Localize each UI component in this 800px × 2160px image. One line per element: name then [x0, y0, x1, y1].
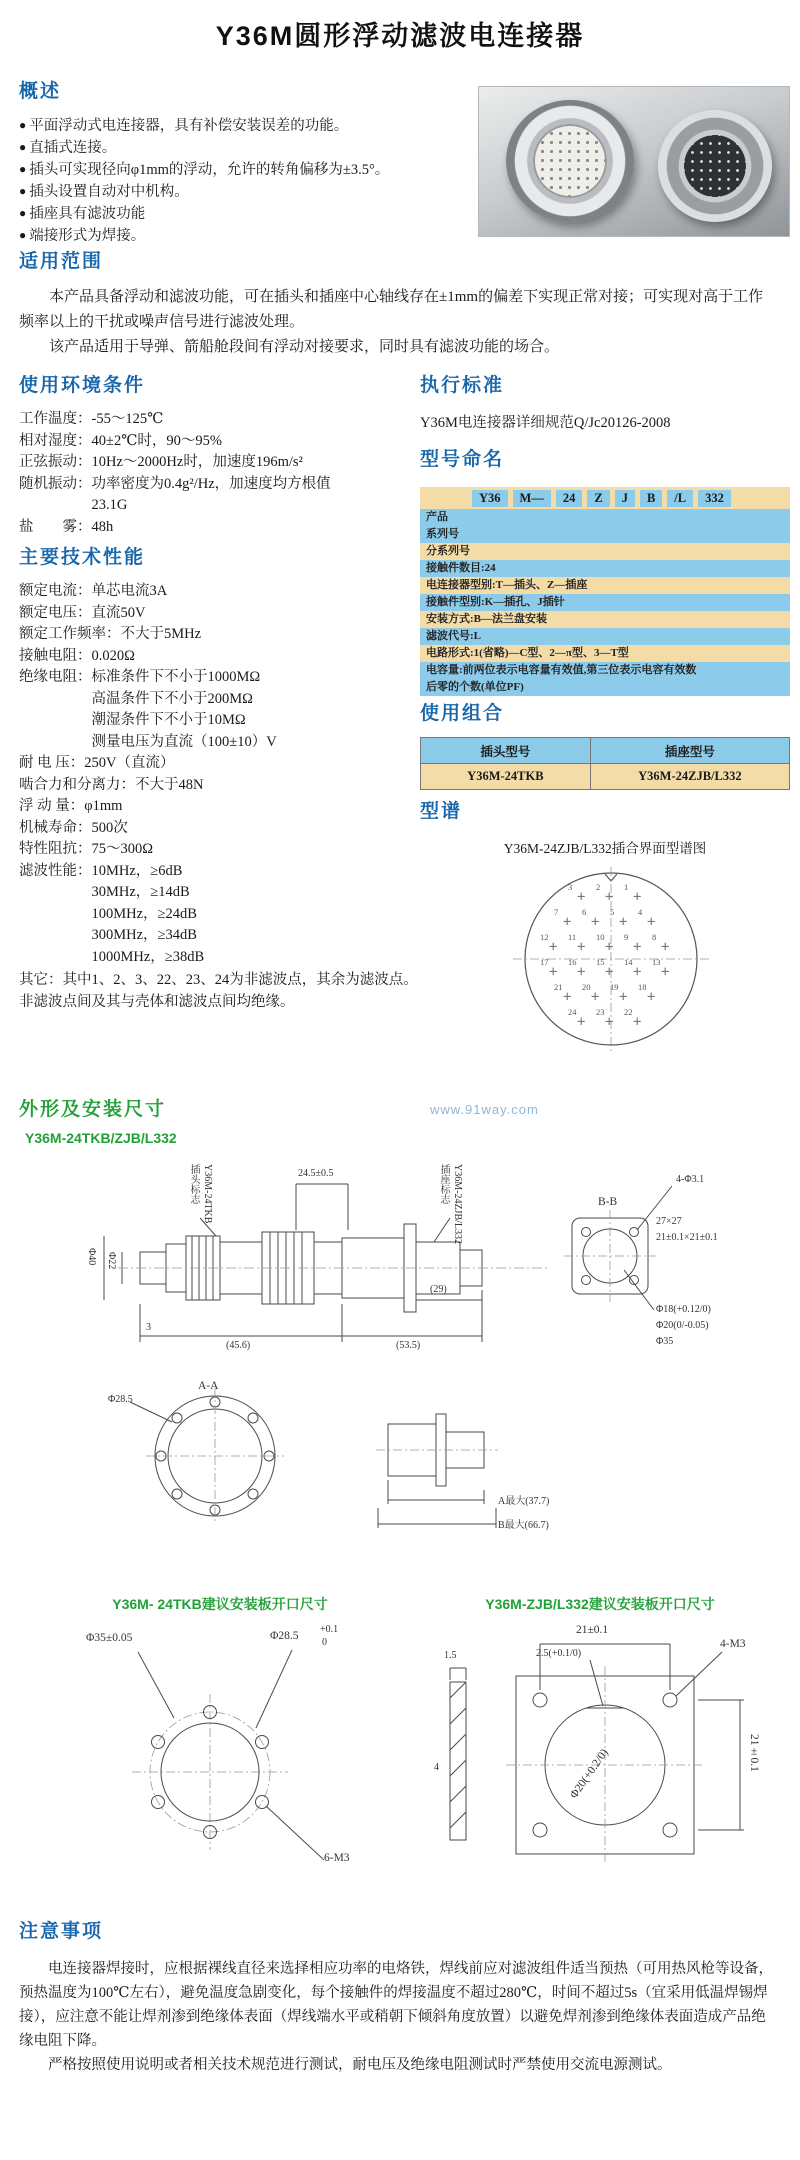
dimension-label: Y36M-24ZJB/L332: [452, 1164, 463, 1244]
environment-list: [19, 409, 331, 538]
usage-header-socket: 插座型号: [590, 738, 789, 764]
pin-cross-icon: +: [605, 964, 614, 980]
usage-header-plug: 插头型号: [421, 738, 591, 764]
spectrum-caption: Y36M-24ZJB/L332插合界面型谱图: [503, 841, 707, 856]
overview-bullet: ● 插头设置自动对中机构。: [19, 181, 389, 203]
pin-marker: [610, 907, 633, 930]
overview-bullet: ● 直插式连接。: [19, 137, 389, 159]
dimension-label: 21±0.1×21±0.1: [656, 1232, 718, 1243]
dimensions-sub-model: Y36M-24TKB/ZJB/L332: [25, 1130, 177, 1146]
pin-cross-icon: +: [647, 914, 656, 930]
dimension-label: 21±0.1: [748, 1734, 760, 1772]
plug-insert-face: [533, 124, 607, 198]
notes-paragraph: 电连接器焊接时，应根据裸线直径来选择相应功率的电烙铁，焊线前应对滤波组件适当预热（可用热风枪等设备，预热温度为100℃左右），避免温度急剧变化，每个接触件的焊接温度不超过280℃，时间不超过5s（宜采用低温焊锡焊接），应注意不能让焊剂渗到绝缘体表面（焊线端水平或稍朝下倾斜角度放置）以避免焊剂渗到绝缘体表面造成产品绝缘电阻下降。: [19, 1961, 773, 2049]
model-row: 分系列号: [420, 543, 790, 560]
pin-cross-icon: +: [563, 989, 572, 1005]
panel-right-drawing: [420, 1624, 780, 1894]
dimensions-heading: 外形及安装尺寸: [19, 1099, 167, 1120]
panel-right-caption: Y36M-ZJB/L332建议安装板开口尺寸: [485, 1596, 715, 1612]
pin-number: 13: [652, 957, 661, 967]
dimension-label: 0: [322, 1637, 327, 1648]
performance-line: 额定电流：单芯电流3A: [19, 583, 168, 599]
pin-cross-icon: +: [563, 914, 572, 930]
dimension-label: 插头标志: [188, 1164, 199, 1204]
performance-line: 特性阻抗：75～300Ω: [19, 841, 154, 857]
section-standard: [420, 370, 671, 432]
performance-heading: 主要技术性能: [19, 547, 146, 568]
socket-connector-image: [658, 110, 772, 222]
pin-marker: [554, 907, 577, 930]
pin-number: 12: [540, 932, 549, 942]
pin-cross-icon: +: [661, 939, 670, 955]
watermark-link[interactable]: www.91way.com: [430, 1102, 539, 1117]
usage-data-row: [421, 764, 790, 790]
performance-line: 接触电阻：0.020Ω: [19, 647, 135, 664]
dimension-label: 27×27: [656, 1216, 682, 1227]
section-notes: [19, 1916, 775, 2077]
pin-marker: [638, 907, 661, 930]
model-row: 滤波代号:L: [420, 628, 790, 645]
pin-marker: [582, 907, 605, 930]
pin-marker: [610, 982, 633, 1005]
pin-cross-icon: +: [619, 989, 628, 1005]
model-code: B: [640, 490, 662, 507]
performance-line: 浮 动 量：φ1mm: [19, 798, 123, 814]
pin-number: 8: [652, 932, 657, 942]
pin-cross-icon: +: [549, 939, 558, 955]
performance-line: 耐 电 压：250V（直流）: [19, 755, 175, 771]
pin-cross-icon: +: [605, 1014, 614, 1030]
model-row: 接触件数目:24: [420, 560, 790, 577]
environment-line: 盐 雾：48h: [19, 518, 114, 535]
environment-line: 正弦振动：10Hz～2000Hz时，加速度196m/s²: [19, 454, 303, 470]
dimension-label: Φ18(+0.12/0): [656, 1304, 711, 1315]
pin-number: 17: [540, 957, 549, 967]
overview-bullet: ● 平面浮动式电连接器，具有补偿安装误差的功能。: [19, 115, 389, 137]
environment-line: 随机振动：功率密度为0.4g²/Hz，加速度均方根值: [19, 475, 331, 492]
dimension-label: A最大(37.7): [498, 1496, 550, 1507]
pin-marker: [652, 957, 675, 980]
usage-heading: 使用组合: [420, 703, 505, 724]
performance-line: 啮合力和分离力：不大于48N: [19, 776, 204, 793]
notes-paragraphs: [19, 1957, 775, 2077]
environment-line: 相对湿度：40±2℃时，90～95%: [19, 432, 223, 449]
performance-line: 潮湿条件下不小于10MΩ: [91, 712, 246, 728]
performance-line: 100MHz，≥24dB: [91, 905, 197, 922]
model-row: 后零的个数(单位PF): [420, 679, 790, 696]
pin-layer: [505, 863, 717, 1055]
dimension-label: 插座标志: [438, 1164, 449, 1204]
notes-paragraph: 严格按照使用说明或者相关技术规范进行测试，耐电压及绝缘电阻测试时严禁使用交流电源测试。: [48, 2057, 672, 2073]
model-row: 接触件型别:K—插孔、J插针: [420, 594, 790, 611]
outline-drawing: [0, 1156, 800, 1556]
pin-marker: [652, 932, 675, 955]
pin-marker: [540, 932, 563, 955]
pin-cross-icon: +: [619, 914, 628, 930]
pin-marker: [638, 982, 661, 1005]
pin-marker: [624, 1007, 647, 1030]
dimension-label: (53.5): [396, 1340, 421, 1351]
model-row: 安装方式:B—法兰盘安装: [420, 611, 790, 628]
pin-number: 6: [582, 907, 587, 917]
performance-line: 300MHz，≥34dB: [91, 927, 197, 943]
pin-number: 16: [568, 957, 577, 967]
pin-marker: [624, 932, 647, 955]
pin-marker: [596, 957, 619, 980]
pin-marker: [568, 1007, 591, 1030]
performance-other-note: 其它：其中1、2、3、22、23、24为非滤波点，其余为滤波点。非滤波点间及其与壳体和滤波点间均绝缘。: [19, 972, 418, 1010]
pin-cross-icon: +: [633, 964, 642, 980]
pin-number: 14: [624, 957, 633, 967]
pin-number: 2: [596, 882, 601, 892]
performance-line: 额定工作频率：不大于5MHz: [19, 626, 202, 642]
model-row: 电连接器型别:T—插头、Z—插座: [420, 577, 790, 594]
dimension-label: 24.5±0.5: [298, 1168, 334, 1179]
pin-number: 10: [596, 932, 605, 942]
scope-heading: 适用范围: [19, 251, 104, 272]
pin-marker: [596, 1007, 619, 1030]
overview-bullet: ● 插座具有滤波功能: [19, 203, 389, 225]
dimension-label: Φ40: [86, 1248, 97, 1266]
notes-heading: 注意事项: [19, 1921, 104, 1942]
dimension-label: B最大(66.7): [498, 1520, 549, 1531]
dimension-label: Φ28.5: [270, 1630, 299, 1642]
pin-number: 24: [568, 1007, 577, 1017]
section-usage: [420, 698, 790, 790]
pin-number: 21: [554, 982, 563, 992]
dimension-label: A-A: [198, 1380, 219, 1392]
page-title: Y36M圆形浮动滤波电连接器: [215, 21, 585, 51]
model-code: 332: [698, 490, 731, 507]
socket-insert-face: [684, 135, 746, 197]
performance-list: [19, 581, 423, 968]
model-code: /L: [667, 490, 693, 507]
drawing-annotation-layer: [0, 1156, 800, 1556]
dimension-label: +0.1: [320, 1624, 339, 1635]
pin-marker: [582, 982, 605, 1005]
model-code: J: [615, 490, 635, 507]
scope-paragraph: 该产品适用于导弹、箭船舱段间有浮动对接要求，同时具有滤波功能的场合。: [49, 339, 560, 355]
standard-text: Y36M电连接器详细规范Q/Jc20126-2008: [420, 415, 671, 431]
usage-cell-plug: Y36M-24TKB: [421, 764, 591, 790]
overview-bullet: ● 端接形式为焊接。: [19, 225, 389, 247]
pin-cross-icon: +: [647, 989, 656, 1005]
dimension-label: 4: [434, 1762, 439, 1773]
environment-line: 工作温度：-55～125℃: [19, 411, 164, 427]
pin-cross-icon: +: [633, 889, 642, 905]
model-naming-table: [420, 487, 790, 696]
product-photo: [478, 86, 790, 237]
pin-number: 4: [638, 907, 643, 917]
section-environment: [19, 370, 331, 538]
pin-marker: [540, 957, 563, 980]
pin-number: 19: [610, 982, 619, 992]
model-code-row: [420, 487, 790, 509]
scope-paragraphs: [19, 285, 775, 360]
pin-marker: [596, 882, 619, 905]
pin-marker: [596, 932, 619, 955]
performance-line: 滤波性能：10MHz，≥6dB: [19, 862, 183, 879]
pin-cross-icon: +: [605, 889, 614, 905]
pin-marker: [568, 882, 591, 905]
pin-cross-icon: +: [591, 914, 600, 930]
plug-connector-image: [506, 100, 634, 222]
overview-bullet: ● 插头可实现径向φ1mm的浮动，允许的转角偏移为±3.5°。: [19, 159, 389, 181]
standard-heading: 执行标准: [420, 375, 505, 396]
dimension-label: 2.5(+0.1/0): [536, 1648, 582, 1659]
model-code: Y36: [472, 490, 508, 507]
pin-cross-icon: +: [661, 964, 670, 980]
pin-marker: [624, 957, 647, 980]
pin-number: 5: [610, 907, 615, 917]
section-overview: [19, 76, 389, 247]
pin-cross-icon: +: [549, 964, 558, 980]
model-row: 电路形式:1(省略)—C型、2—π型、3—T型: [420, 645, 790, 662]
performance-line: 额定电压：直流50V: [19, 604, 146, 621]
panel-right-annotation-layer: [420, 1624, 780, 1894]
pin-cross-icon: +: [591, 989, 600, 1005]
model-row: 产品: [420, 509, 790, 526]
environment-heading: 使用环境条件: [19, 375, 146, 396]
pin-cross-icon: +: [633, 939, 642, 955]
model-code: Z: [587, 490, 609, 507]
panel-left-annotation-layer: [40, 1624, 380, 1894]
dimension-label: Φ35: [656, 1336, 674, 1347]
dimension-label: 1.5: [444, 1650, 457, 1661]
pin-cross-icon: +: [633, 1014, 642, 1030]
model-row: 电容量:前两位表示电容量有效值,第三位表示电容有效数: [420, 662, 790, 679]
dimension-label: Φ35±0.05: [86, 1632, 133, 1644]
section-model-naming: [420, 444, 790, 696]
pin-number: 22: [624, 1007, 633, 1017]
pin-cross-icon: +: [577, 889, 586, 905]
pin-marker: [568, 957, 591, 980]
overview-bullet-list: [19, 115, 389, 247]
performance-line: 30MHz，≥14dB: [91, 884, 190, 900]
pin-cross-icon: +: [577, 939, 586, 955]
dimension-label: 4-Φ3.1: [676, 1174, 705, 1185]
model-naming-heading: 型号命名: [420, 449, 505, 470]
pin-cross-icon: +: [577, 964, 586, 980]
performance-line: 绝缘电阻：标准条件下不小于1000MΩ: [19, 669, 261, 685]
performance-line: 机械寿命：500次: [19, 819, 128, 836]
section-spectrum: [420, 796, 790, 1055]
dimension-label: (29): [430, 1284, 447, 1295]
dimension-label: 4-M3: [720, 1638, 746, 1650]
pin-diagram: [505, 863, 717, 1055]
performance-line: 测量电压为直流（100±10）V: [91, 733, 277, 750]
panel-left-caption: Y36M- 24TKB建议安装板开口尺寸: [112, 1596, 328, 1612]
dimension-label: 3: [146, 1322, 151, 1333]
pin-number: 18: [638, 982, 647, 992]
model-code: M—: [513, 490, 551, 507]
dimension-label: Y36M-24TKB: [202, 1164, 213, 1224]
performance-line: 1000MHz，≥38dB: [91, 948, 205, 965]
model-row-list: [420, 509, 790, 696]
model-code: 24: [556, 490, 583, 507]
dimension-label: 6-M3: [324, 1852, 350, 1864]
dimension-label: Φ28.5: [108, 1394, 133, 1405]
dimension-label: 21±0.1: [576, 1624, 609, 1636]
dimension-label: (45.6): [226, 1340, 251, 1351]
pin-number: 11: [568, 932, 577, 942]
pin-number: 7: [554, 907, 559, 917]
dimension-label: Φ20(+0.2/0): [568, 1747, 611, 1801]
pin-marker: [624, 882, 647, 905]
usage-header-row: [421, 738, 790, 764]
scope-paragraph: 本产品具备浮动和滤波功能，可在插头和插座中心轴线存在±1mm的偏差下实现正常对接；可实现对高于工作频率以上的干扰或噪声信号进行滤波处理。: [19, 289, 764, 330]
pin-cross-icon: +: [605, 939, 614, 955]
pin-number: 15: [596, 957, 605, 967]
pin-number: 9: [624, 932, 629, 942]
dimension-label: B-B: [598, 1196, 618, 1208]
pin-number: 20: [582, 982, 591, 992]
pin-marker: [554, 982, 577, 1005]
model-row: 系列号: [420, 526, 790, 543]
pin-number: 23: [596, 1007, 605, 1017]
spectrum-heading: 型谱: [420, 801, 463, 822]
dimension-label: Φ20(0/-0.05): [656, 1320, 709, 1331]
pin-cross-icon: +: [577, 1014, 586, 1030]
overview-heading: 概述: [19, 81, 62, 102]
section-scope: [19, 246, 775, 360]
performance-line: 高温条件下不小于200MΩ: [91, 690, 253, 707]
usage-cell-socket: Y36M-24ZJB/L332: [590, 764, 789, 790]
pin-marker: [568, 932, 591, 955]
pin-number: 3: [568, 882, 573, 892]
section-performance: [19, 542, 423, 1013]
usage-table: [420, 737, 790, 790]
pin-number: 1: [624, 882, 629, 892]
panel-left-drawing: [40, 1624, 380, 1894]
dimension-label: Φ22: [106, 1252, 117, 1270]
environment-line: 23.1G: [91, 497, 128, 513]
